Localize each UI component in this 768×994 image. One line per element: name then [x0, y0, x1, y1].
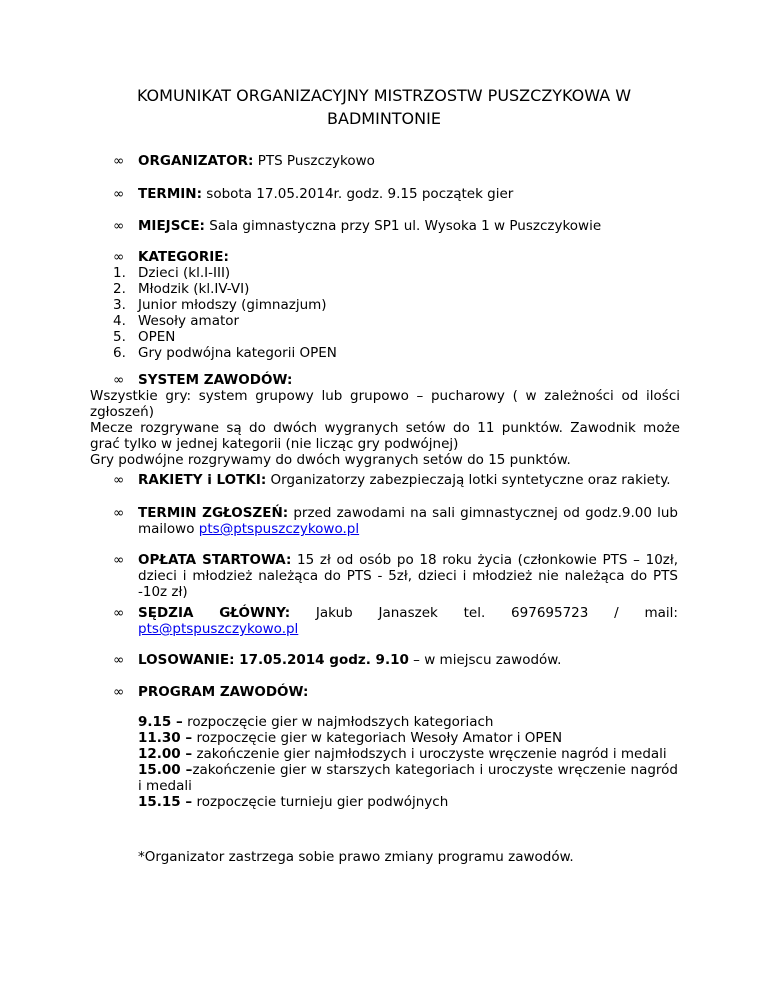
bullet-icon: ∞ — [113, 684, 125, 700]
organizator-label: ORGANIZATOR: — [138, 153, 254, 169]
category-number: 1. — [113, 265, 126, 281]
title-line-2: BADMINTONIE — [327, 109, 441, 128]
miejsce-value: Sala gimnastyczna przy SP1 ul. Wysoka 1 w Puszczykowie — [209, 218, 602, 234]
zgloszenia-value: przed zawodami na sali gimnastycznej od godz.9.00 lub mailowo — [138, 505, 678, 537]
system-label: SYSTEM ZAWODÓW: — [138, 372, 293, 388]
program-time: 9.15 – — [138, 714, 183, 730]
program-line — [138, 746, 678, 762]
sedzia-tel: 697695723 — [511, 605, 589, 621]
category-number: 4. — [113, 313, 126, 329]
termin-value: sobota 17.05.2014r. godz. 9.15 początek gier — [206, 186, 514, 202]
footnote: *Organizator zastrzega sobie prawo zmiany programu zawodów. — [138, 849, 574, 865]
zgloszenia-email-link[interactable]: pts@ptspuszczykowo.pl — [198, 521, 360, 537]
program-text: rozpoczęcie gier w najmłodszych kategoriach — [187, 714, 494, 730]
program-time: 11.30 – — [138, 730, 193, 746]
bullet-icon: ∞ — [113, 249, 125, 265]
category-number: 6. — [113, 345, 126, 361]
category-text: Młodzik (kl.IV-VI) — [138, 281, 250, 297]
program-text: rozpoczęcie turnieju gier podwójnych — [196, 794, 449, 810]
rakiety-value: Organizatorzy zabezpieczają lotki syntetyczne oraz rakiety. — [270, 472, 671, 488]
bullet-icon: ∞ — [113, 372, 125, 388]
sedzia-first-name: Jakub — [315, 605, 353, 621]
organizator-value: PTS Puszczykowo — [257, 153, 375, 169]
program-label: PROGRAM ZAWODÓW: — [138, 684, 309, 700]
sedzia-last-name: Janaszek — [378, 605, 438, 621]
sedzia-email-link[interactable]: pts@ptspuszczykowo.pl — [138, 621, 299, 637]
program-line — [138, 762, 678, 794]
system-paragraph-2: Mecze rozgrywane są do dwóch wygranych setów do 11 punktów. Zawodnik może grać tylko w jednej kategorii (nie licząc gry podwójnej) — [90, 420, 680, 452]
zgloszenia-label: TERMIN ZGŁOSZEŃ: — [138, 505, 289, 521]
sedzia-tel-label: tel. — [463, 605, 486, 621]
sedzia-slash: / — [614, 605, 619, 621]
sedzia-label-2: GŁÓWNY: — [219, 605, 291, 621]
program-line — [138, 714, 678, 730]
sedzia-mail-label: mail: — [644, 605, 678, 621]
program-time: 12.00 – — [138, 746, 193, 762]
category-text: Dzieci (kl.I-III) — [138, 265, 231, 281]
losowanie-label: LOSOWANIE: 17.05.2014 godz. 9.10 — [138, 652, 409, 668]
sedzia-row — [138, 605, 678, 621]
system-paragraph-3: Gry podwójne rozgrywamy do dwóch wygranych setów do 15 punktów. — [90, 452, 571, 468]
program-text: rozpoczęcie gier w kategoriach Wesoły Amator i OPEN — [196, 730, 563, 746]
bullet-icon: ∞ — [113, 605, 125, 621]
category-text: OPEN — [138, 329, 176, 345]
system-description — [90, 388, 680, 468]
program-text: zakończenie gier w starszych kategoriach i uroczyste wręczenie nagród i medali — [138, 762, 678, 794]
oplata-value: 15 zł od osób po 18 roku życia (członkowie PTS – 10zł, dzieci i młodzież należąca do PTS - 5zł, dzieci i młodzież nie należąca do PTS -10z zł) — [138, 552, 678, 600]
sedzia-label-1: SĘDZIA — [138, 605, 194, 621]
kategorie-label: KATEGORIE: — [138, 249, 229, 265]
category-text: Wesoły amator — [138, 313, 240, 329]
system-paragraph-1: Wszystkie gry: system grupowy lub grupowo – pucharowy ( w zależności od ilości zgłoszeń) — [90, 388, 680, 420]
program-line — [138, 730, 678, 746]
category-number: 5. — [113, 329, 126, 345]
oplata-label: OPŁATA STARTOWA: — [138, 552, 292, 568]
category-text: Gry podwójna kategorii OPEN — [138, 345, 337, 361]
bullet-icon: ∞ — [113, 472, 125, 488]
category-text: Junior młodszy (gimnazjum) — [138, 297, 327, 313]
miejsce-label: MIEJSCE: — [138, 218, 205, 234]
termin-label: TERMIN: — [138, 186, 202, 202]
title-line-1: KOMUNIKAT ORGANIZACYJNY MISTRZOSTW PUSZCZYKOWA W — [136, 86, 632, 105]
category-number: 2. — [113, 281, 126, 297]
bullet-icon: ∞ — [113, 186, 125, 202]
bullet-icon: ∞ — [113, 652, 125, 668]
program-time: 15.00 – — [138, 762, 193, 778]
bullet-icon: ∞ — [113, 505, 125, 521]
bullet-icon: ∞ — [113, 218, 125, 234]
rakiety-label: RAKIETY i LOTKI: — [138, 472, 267, 488]
losowanie-value: – w miejscu zawodów. — [413, 652, 562, 668]
bullet-icon: ∞ — [113, 153, 125, 169]
document-title — [100, 84, 668, 130]
category-number: 3. — [113, 297, 126, 313]
program-text: zakończenie gier najmłodszych i uroczyste wręczenie nagród i medali — [196, 746, 667, 762]
program-line — [138, 794, 678, 810]
program-time: 15.15 – — [138, 794, 193, 810]
program-schedule — [138, 714, 678, 810]
bullet-icon: ∞ — [113, 552, 125, 568]
